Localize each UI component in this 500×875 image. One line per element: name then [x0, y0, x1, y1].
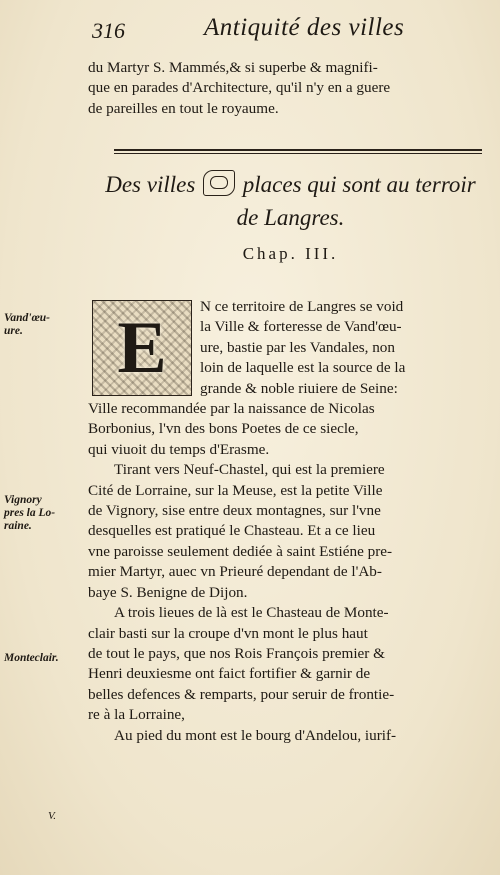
text-line: clair basti sur la croupe d'vn mont le plus haut [88, 624, 368, 642]
margin-note-vandoeuvre [4, 312, 84, 338]
text-line: belles defences & remparts, pour seruir de frontie- [88, 685, 395, 703]
chapter-title-line-2: de Langres. [236, 205, 345, 230]
text-line: loin de laquelle est la source de la [200, 359, 406, 377]
text-line: mier Martyr, auec vn Prieuré dependant de l'Ab- [88, 563, 382, 581]
text-line: Borbonius, l'vn des bons Poetes de ce siecle, [88, 420, 359, 438]
paragraph-main [88, 297, 493, 746]
page-number: 316 [92, 18, 125, 43]
text-line: du Martyr S. Mammés,& si superbe & magnifi- [88, 59, 378, 76]
text-line: desquelles est pratiqué le Chasteau. Et a ce lieu [88, 522, 376, 540]
margin-note-line: Vignory [4, 494, 42, 506]
initial-letter: E [117, 306, 167, 389]
text-line: qui viuoit du temps d'Erasme. [88, 440, 270, 458]
section-divider-thin [114, 153, 482, 154]
text-line: A trois lieues de là est le Chasteau de Monte- [114, 604, 389, 622]
text-line: vne paroisse seulement dediée à saint Estiéne pre- [88, 542, 393, 560]
margin-note-line: raine. [4, 520, 32, 532]
intro-text [88, 58, 493, 119]
text-line: Au pied du mont est le bourg d'Andelou, iurif- [114, 726, 397, 744]
text-line: de Vignory, sise entre deux montagnes, sur l'vne [88, 502, 381, 520]
ampersand-ornament-icon [203, 170, 235, 196]
text-line: la Ville & forteresse de Vand'œu- [200, 318, 402, 336]
margin-note-line: ure. [4, 325, 23, 337]
text-line: de tout le pays, que nos Rois François premier & [88, 644, 385, 662]
margin-note-vignory [4, 494, 84, 533]
text-line: Cité de Lorraine, sur la Meuse, est la petite Ville [88, 481, 383, 499]
margin-note-line: Vand'œu- [4, 312, 51, 324]
text-line: N ce territoire de Langres se void [200, 298, 404, 315]
page-header [92, 14, 480, 48]
chapter-title-part-b: places qui sont au terroir [242, 172, 476, 197]
margin-note-monteclair [4, 652, 84, 665]
text-line: de pareilles en tout le royaume. [88, 99, 279, 117]
text-line: Ville recommandée par la naissance de Nicolas [88, 400, 375, 418]
text-line: Henri deuxiesme ont faict fortifier & garnir de [88, 665, 371, 683]
running-title: Antiquité des villes [204, 14, 405, 41]
chapter-title-line-1 [88, 168, 493, 201]
margin-note-line: pres la Lo- [4, 507, 56, 519]
text-line: Tirant vers Neuf-Chastel, qui est la premiere [114, 461, 385, 479]
text-line: re à la Lorraine, [88, 706, 185, 724]
text-line: que en parades d'Architecture, qu'il n'y en a guere [88, 79, 391, 97]
text-line: ure, bastie par les Vandales, non [200, 338, 395, 356]
catchword: V. [48, 810, 57, 822]
chapter-label: Chap. III. [242, 244, 339, 263]
chapter-title [88, 168, 493, 234]
text-line: grande & noble riuiere de Seine: [200, 379, 398, 397]
section-divider [114, 149, 482, 151]
chapter-title-part-a: Des villes [105, 172, 196, 197]
margin-note-line: Monteclair. [4, 652, 59, 664]
text-line: baye S. Benigne de Dijon. [88, 583, 248, 601]
